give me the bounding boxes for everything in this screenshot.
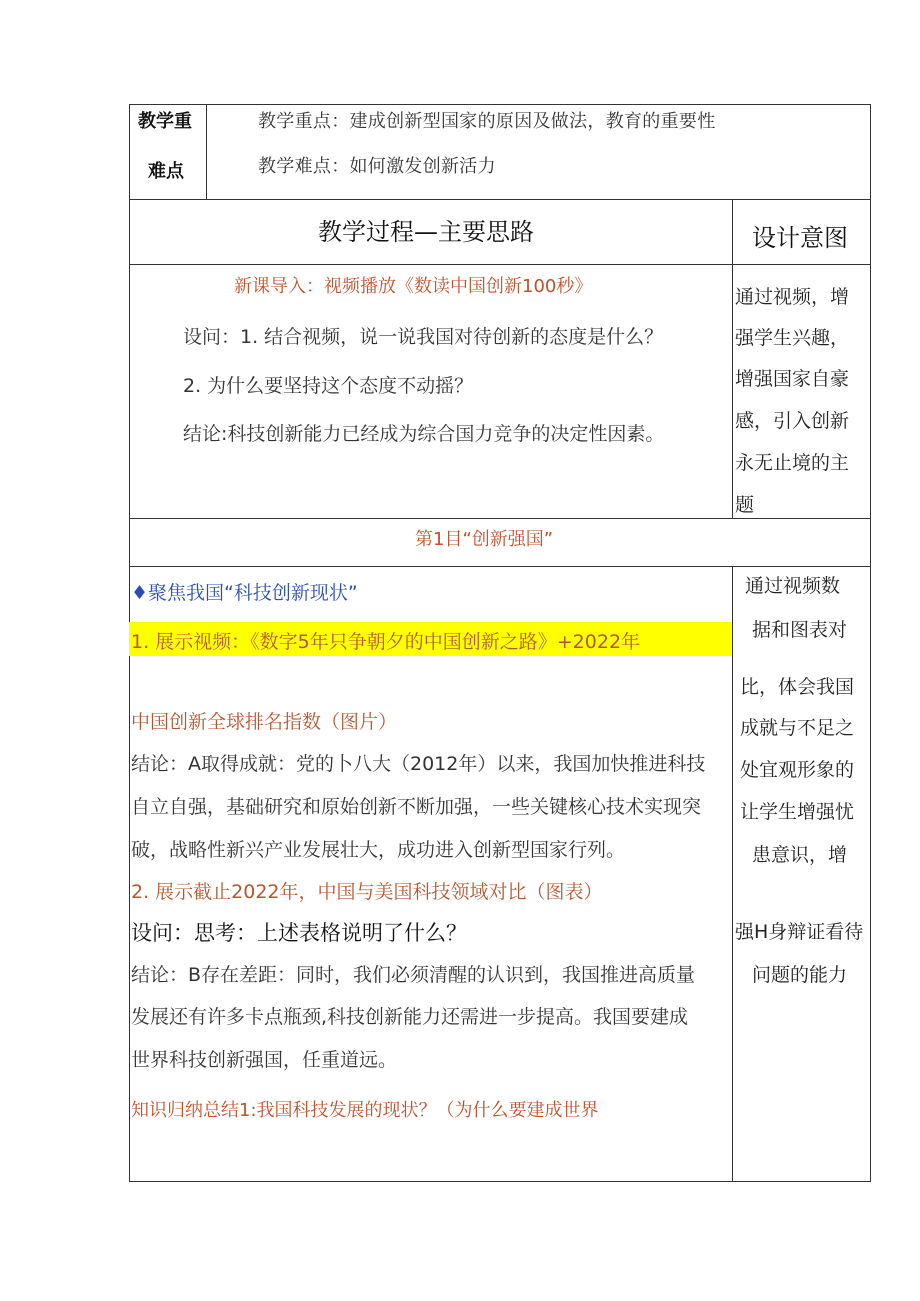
item1-text: 1. 展示视频：《数字5年只争朝夕的中国创新之路》+2022年: [131, 631, 641, 653]
table-border-top: [129, 104, 871, 105]
intro-conclusion: 结论:科技创新能力已经成为综合国力竞争的决定性因素。: [183, 423, 665, 445]
main-design-line-6: 让学生增强忧: [740, 801, 855, 823]
key-point-text: 教学重点：建成创新型国家的原因及做法，教育的重要性: [258, 111, 716, 132]
process-title: 教学过程—主要思路: [318, 218, 534, 246]
focus-label-line2: 难点: [148, 161, 184, 182]
summary-text: 知识归纳总结1:我国科技发展的现状？（为什么要建成世界: [131, 1100, 599, 1121]
intro-design-line-5: 永无止境的主: [735, 452, 850, 474]
table-border-right: [870, 104, 871, 1182]
main-design-line-1: 通过视频数: [745, 575, 841, 597]
intro-design-line-1: 通过视频，增: [735, 286, 850, 308]
main-design-line-2: 据和图表对: [752, 619, 848, 641]
main-design-line-3: 比，体会我国: [740, 676, 855, 698]
design-title: 设计意图: [752, 224, 848, 252]
table-divider-section: [129, 566, 871, 567]
design-column-divider-lower: [732, 566, 733, 1182]
section-title: 第1目“创新强国”: [415, 529, 554, 550]
intro-design-line-6: 题: [735, 494, 755, 516]
conclusion-a-line-3: 破，战略性新兴产业发展壮大，成功进入创新型国家行列。: [131, 839, 626, 861]
intro-design-line-2: 强学生兴趣，: [735, 327, 850, 349]
table-divider-intro: [129, 518, 871, 519]
intro-question-2: 2. 为什么要坚持这个态度不动摇？: [183, 375, 474, 397]
focus-label-line1: 教学重: [138, 111, 192, 132]
intro-design-line-3: 增强国家自豪: [735, 368, 850, 390]
table-divider-header: [129, 264, 871, 265]
conclusion-b-line-1: 结论：B存在差距：同时，我们必须清醒的认识到，我国推进高质量: [131, 964, 696, 986]
intro-design-line-4: 感，引入创新: [735, 410, 850, 432]
label-column-divider: [206, 104, 207, 200]
conclusion-b-line-3: 世界科技创新强国，任重道远。: [131, 1049, 398, 1071]
main-design-line-8: 强H身辩证看待: [735, 921, 864, 943]
design-column-divider-upper: [732, 199, 733, 519]
main-design-line-9: 问题的能力: [752, 964, 848, 986]
conclusion-a-line-1: 结论：A取得成就：党的卜八大（2012年）以来，我国加快推进科技: [131, 753, 706, 775]
conclusion-a-line-2: 自立自强，基础研究和原始创新不断加强，一些关键核心技术实现突: [131, 796, 702, 818]
intro-question-1: 设问：1. 结合视频，说一说我国对待创新的态度是什么？: [183, 326, 664, 348]
focus-line: ♦聚焦我国“科技创新现状”: [131, 582, 358, 604]
difficulty-text: 教学难点：如何激发创新活力: [258, 156, 496, 177]
table-divider-focus: [129, 199, 871, 200]
conclusion-b-line-2: 发展还有许多卡点瓶颈,科技创新能力还需进一步提高。我国要建成: [131, 1006, 689, 1028]
table-border-bottom: [129, 1181, 871, 1182]
main-design-line-7: 患意识，增: [752, 844, 848, 866]
item1-continued: 中国创新全球排名指数（图片）: [131, 711, 398, 733]
item2-text: 2. 展示截止2022年，中国与美国科技领域对比（图表）: [131, 881, 603, 903]
main-design-line-4: 成就与不足之: [740, 717, 855, 739]
main-design-line-5: 处宜观形象的: [740, 759, 855, 781]
intro-title: 新课导入：视频播放《数读中国创新100秒》: [234, 276, 593, 297]
question-text: 设问：思考：上述表格说明了什么？: [131, 921, 467, 945]
